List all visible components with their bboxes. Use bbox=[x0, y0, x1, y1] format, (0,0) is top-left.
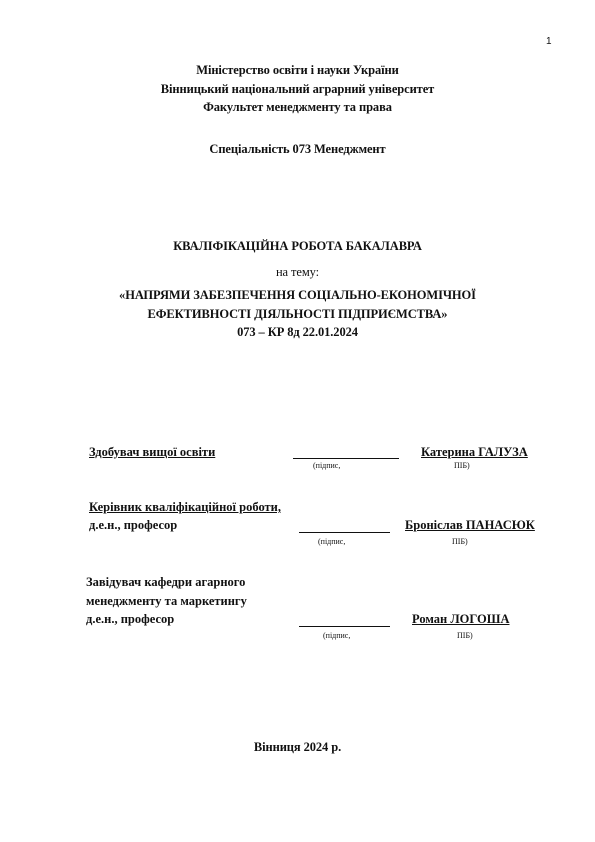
supervisor-name: Броніслав ПАНАСЮК bbox=[405, 518, 535, 532]
on-topic: на тему: bbox=[275, 265, 320, 279]
work-type: КВАЛІФІКАЦІЙНА РОБОТА БАКАЛАВРА bbox=[173, 239, 422, 253]
head-name-caption: ПІБ) bbox=[457, 631, 473, 640]
supervisor-degree: д.е.н., професор bbox=[89, 518, 178, 532]
page-number: 1 bbox=[546, 36, 552, 47]
work-code: 073 – КР 8д 22.01.2024 bbox=[237, 325, 358, 339]
student-role: Здобувач вищої освіти bbox=[89, 445, 216, 459]
city-year: Вінниця 2024 р. bbox=[253, 740, 342, 754]
university-name: Вінницький національний аграрний університет bbox=[160, 82, 435, 96]
head-signature-line bbox=[299, 626, 390, 627]
head-role-line-2: менеджменту та маркетингу bbox=[86, 594, 247, 608]
student-name-caption: ПІБ) bbox=[454, 461, 470, 470]
student-sign-caption: (підпис, bbox=[313, 461, 341, 470]
head-name: Роман ЛОГОША bbox=[412, 612, 510, 626]
faculty-name: Факультет менеджменту та права bbox=[203, 100, 392, 114]
head-degree: д.е.н., професор bbox=[86, 612, 175, 626]
student-signature-line bbox=[293, 458, 399, 459]
topic-line-1: «НАПРЯМИ ЗАБЕЗПЕЧЕННЯ СОЦІАЛЬНО-ЕКОНОМІЧНОЇ bbox=[119, 288, 476, 302]
supervisor-role: Керівник кваліфікаційної роботи, bbox=[89, 500, 281, 514]
head-sign-caption: (підпис, bbox=[323, 631, 351, 640]
ministry-name: Міністерство освіти і науки України bbox=[196, 63, 399, 77]
specialty: Спеціальність 073 Менеджмент bbox=[209, 142, 386, 156]
supervisor-signature-line bbox=[299, 532, 390, 533]
topic-line-2: ЕФЕКТИВНОСТІ ДІЯЛЬНОСТІ ПІДПРИЄМСТВА» bbox=[147, 307, 448, 321]
head-role-line-1: Завідувач кафедри агарного bbox=[86, 575, 246, 589]
supervisor-name-caption: ПІБ) bbox=[452, 537, 468, 546]
supervisor-sign-caption: (підпис, bbox=[318, 537, 346, 546]
student-name: Катерина ГАЛУЗА bbox=[421, 445, 528, 459]
